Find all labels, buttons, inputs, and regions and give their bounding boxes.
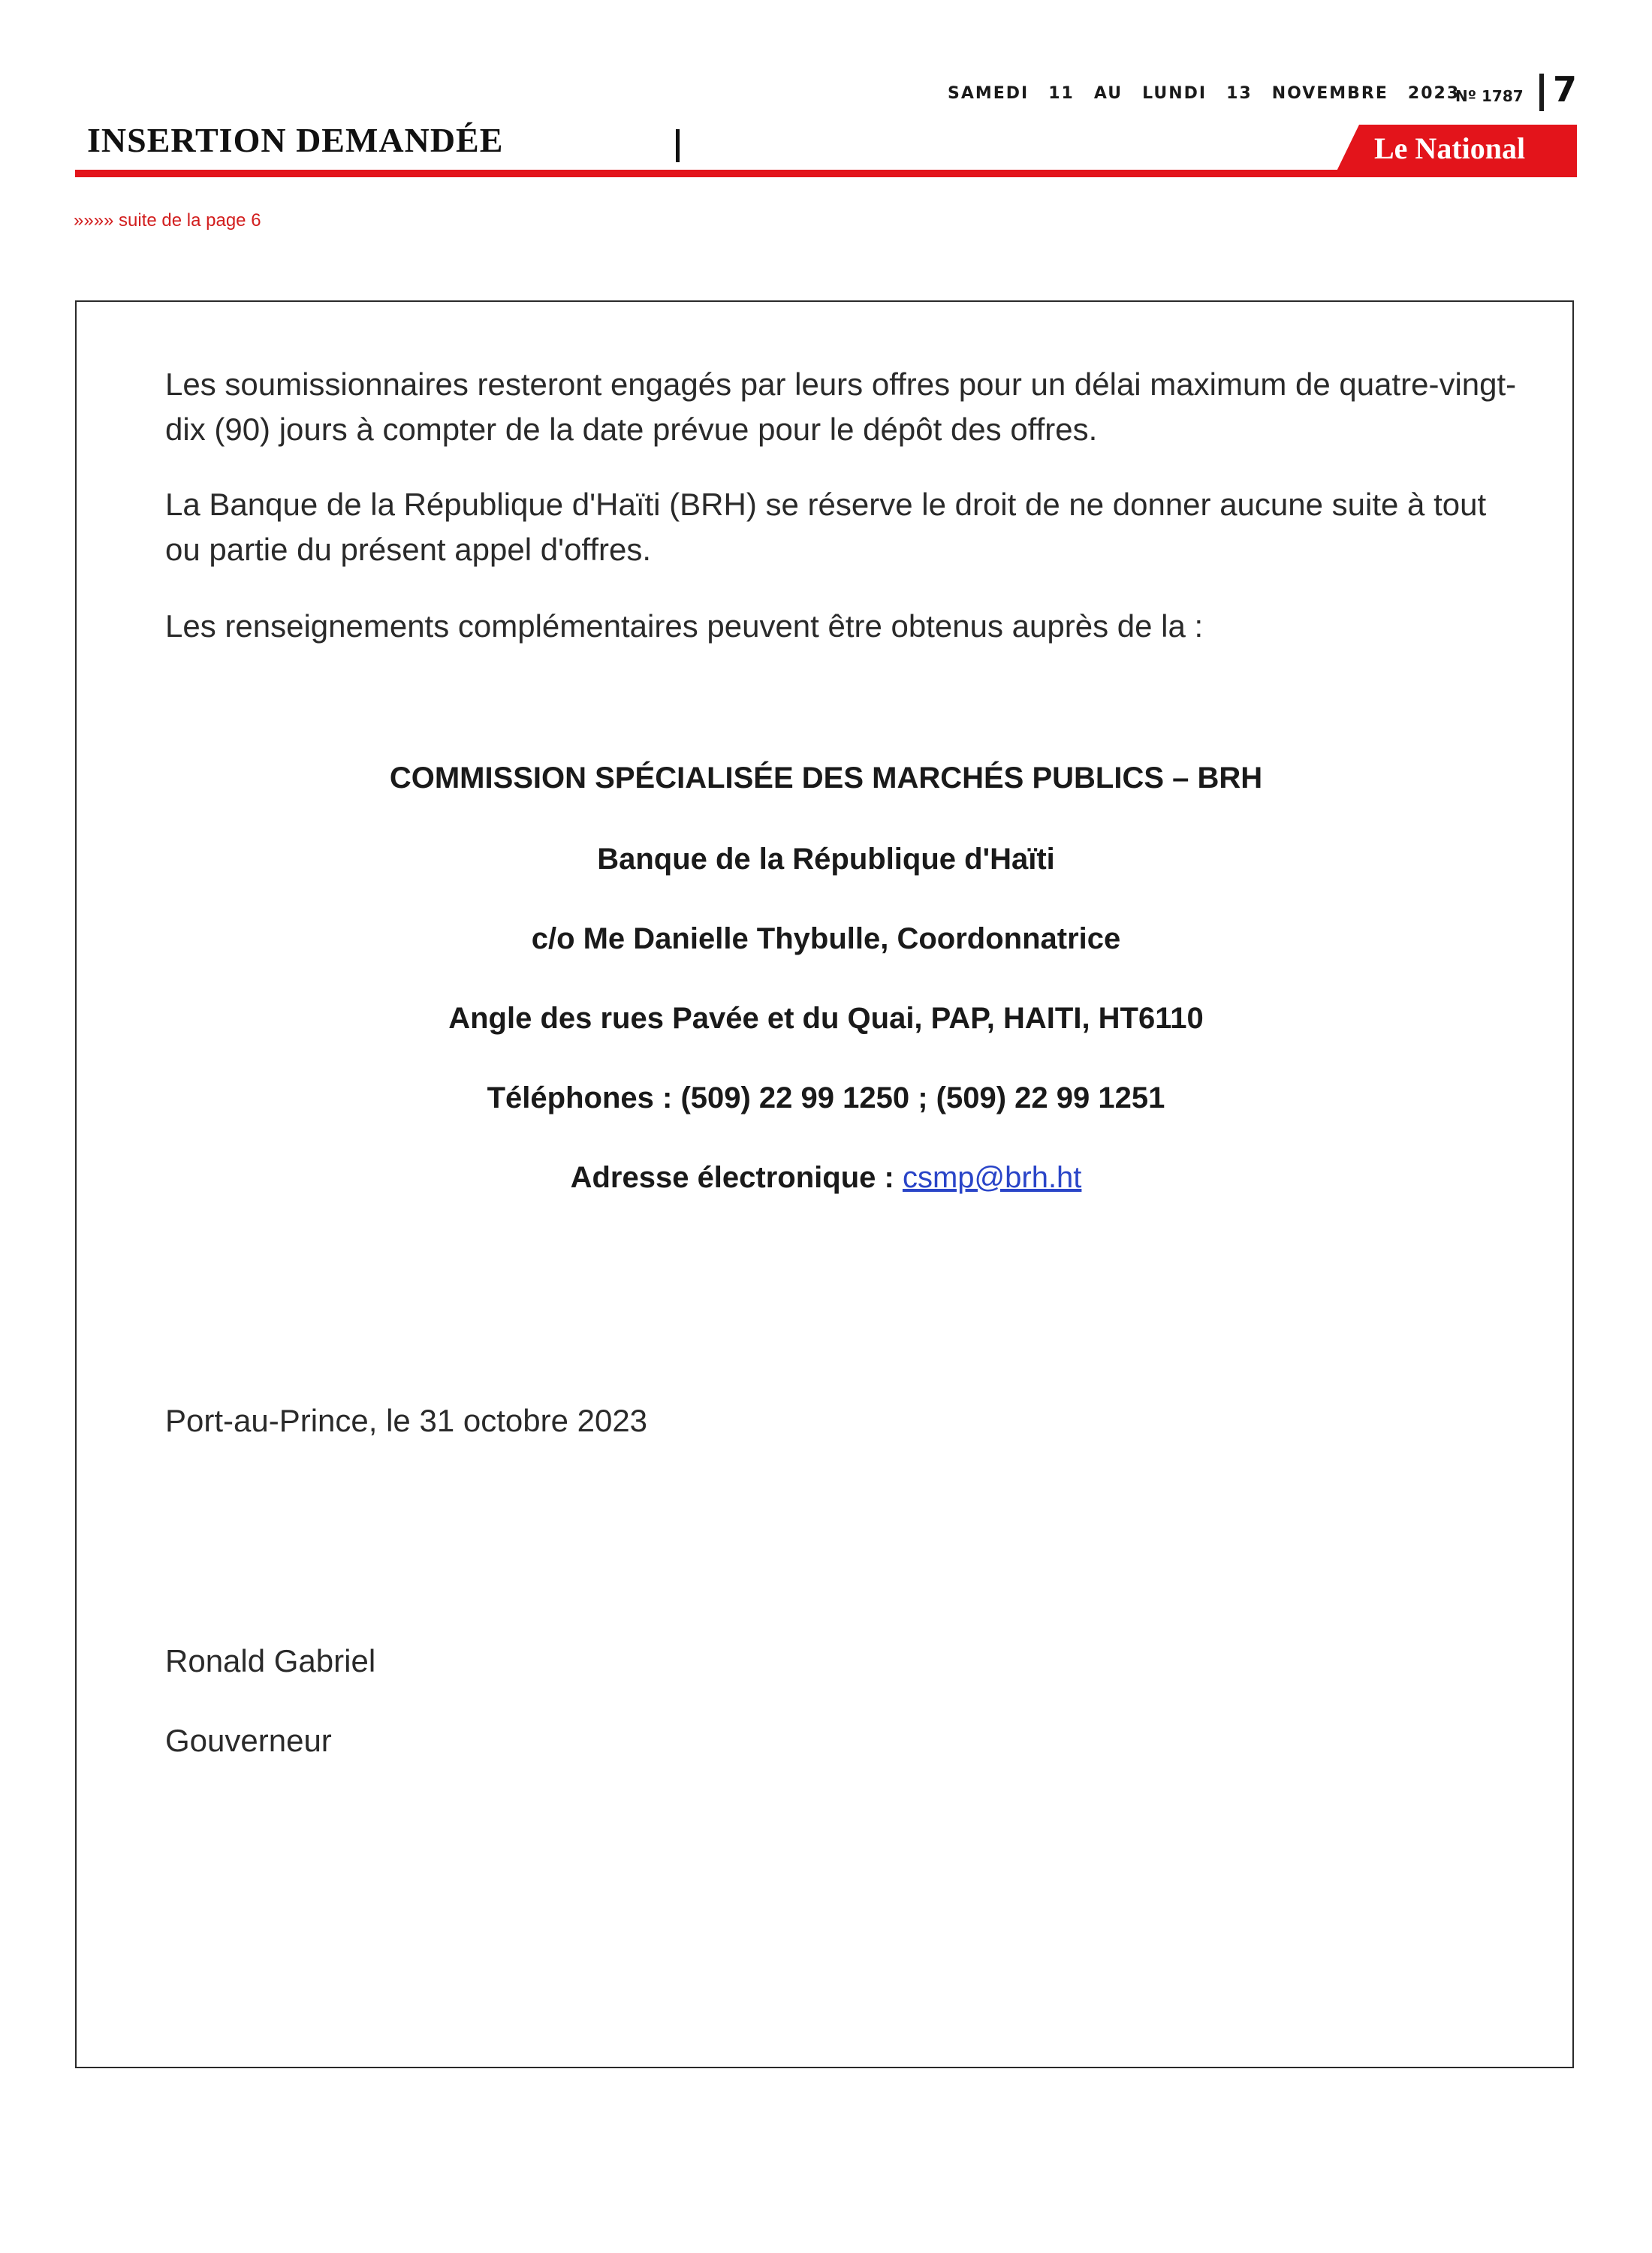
signatory-name: Ronald Gabriel (165, 1643, 376, 1678)
header-date (948, 84, 1479, 103)
header-red-rule (75, 170, 1577, 177)
page-number: 7 (1553, 69, 1578, 110)
section-title: INSERTION DEMANDÉE (87, 121, 504, 159)
contact-bank: Banque de la République d'Haïti (597, 843, 1055, 876)
notice-paragraph-info: Les renseignements complémentaires peuvent être obtenus auprès de la : (165, 608, 1204, 644)
issue-number: Nº 1787 (1455, 87, 1524, 105)
date-day-end: 13 (1226, 84, 1253, 103)
date-day-start: 11 (1048, 84, 1075, 103)
page-divider (1539, 74, 1544, 111)
date-year: 2023 (1407, 84, 1461, 103)
email-label: Adresse électronique : (570, 1161, 903, 1194)
date-month: NOVEMBRE (1271, 84, 1388, 103)
continuation-note: »»»» suite de la page 6 (74, 210, 261, 231)
date-weekday-end: LUNDI (1142, 84, 1207, 103)
contact-address: Angle des rues Pavée et du Quai, PAP, HAITI, HT6110 (448, 1002, 1204, 1035)
signatory-title: Gouverneur (165, 1723, 332, 1758)
notice-paragraph-validity: Les soumissionnaires resteront engagés par leurs offres pour un délai maximum de quatre-vingt-dix (90) jours à compter de la date prévue pour le dépôt des offres. (165, 366, 1517, 447)
brand-name: Le National (1374, 131, 1526, 165)
date-connector: AU (1093, 84, 1123, 103)
contact-commission: COMMISSION SPÉCIALISÉE DES MARCHÉS PUBLICS – BRH (389, 762, 1263, 795)
notice-box (75, 300, 1574, 2068)
place-date: Port-au-Prince, le 31 octobre 2023 (165, 1403, 648, 1438)
email-link[interactable]: csmp@brh.ht (902, 1161, 1082, 1194)
contact-email-line (77, 1161, 1575, 1195)
notice-paragraph-reservation: La Banque de la République d'Haïti (BRH) se réserve le droit de ne donner aucune suite à tout ou partie du présent appel d'offres. (165, 487, 1487, 567)
date-weekday-start: SAMEDI (948, 84, 1029, 103)
contact-phones: Téléphones : (509) 22 99 1250 ; (509) 22 99 1251 (487, 1081, 1165, 1114)
title-bar-mark (676, 129, 680, 162)
contact-attention: c/o Me Danielle Thybulle, Coordonnatrice (531, 922, 1121, 955)
